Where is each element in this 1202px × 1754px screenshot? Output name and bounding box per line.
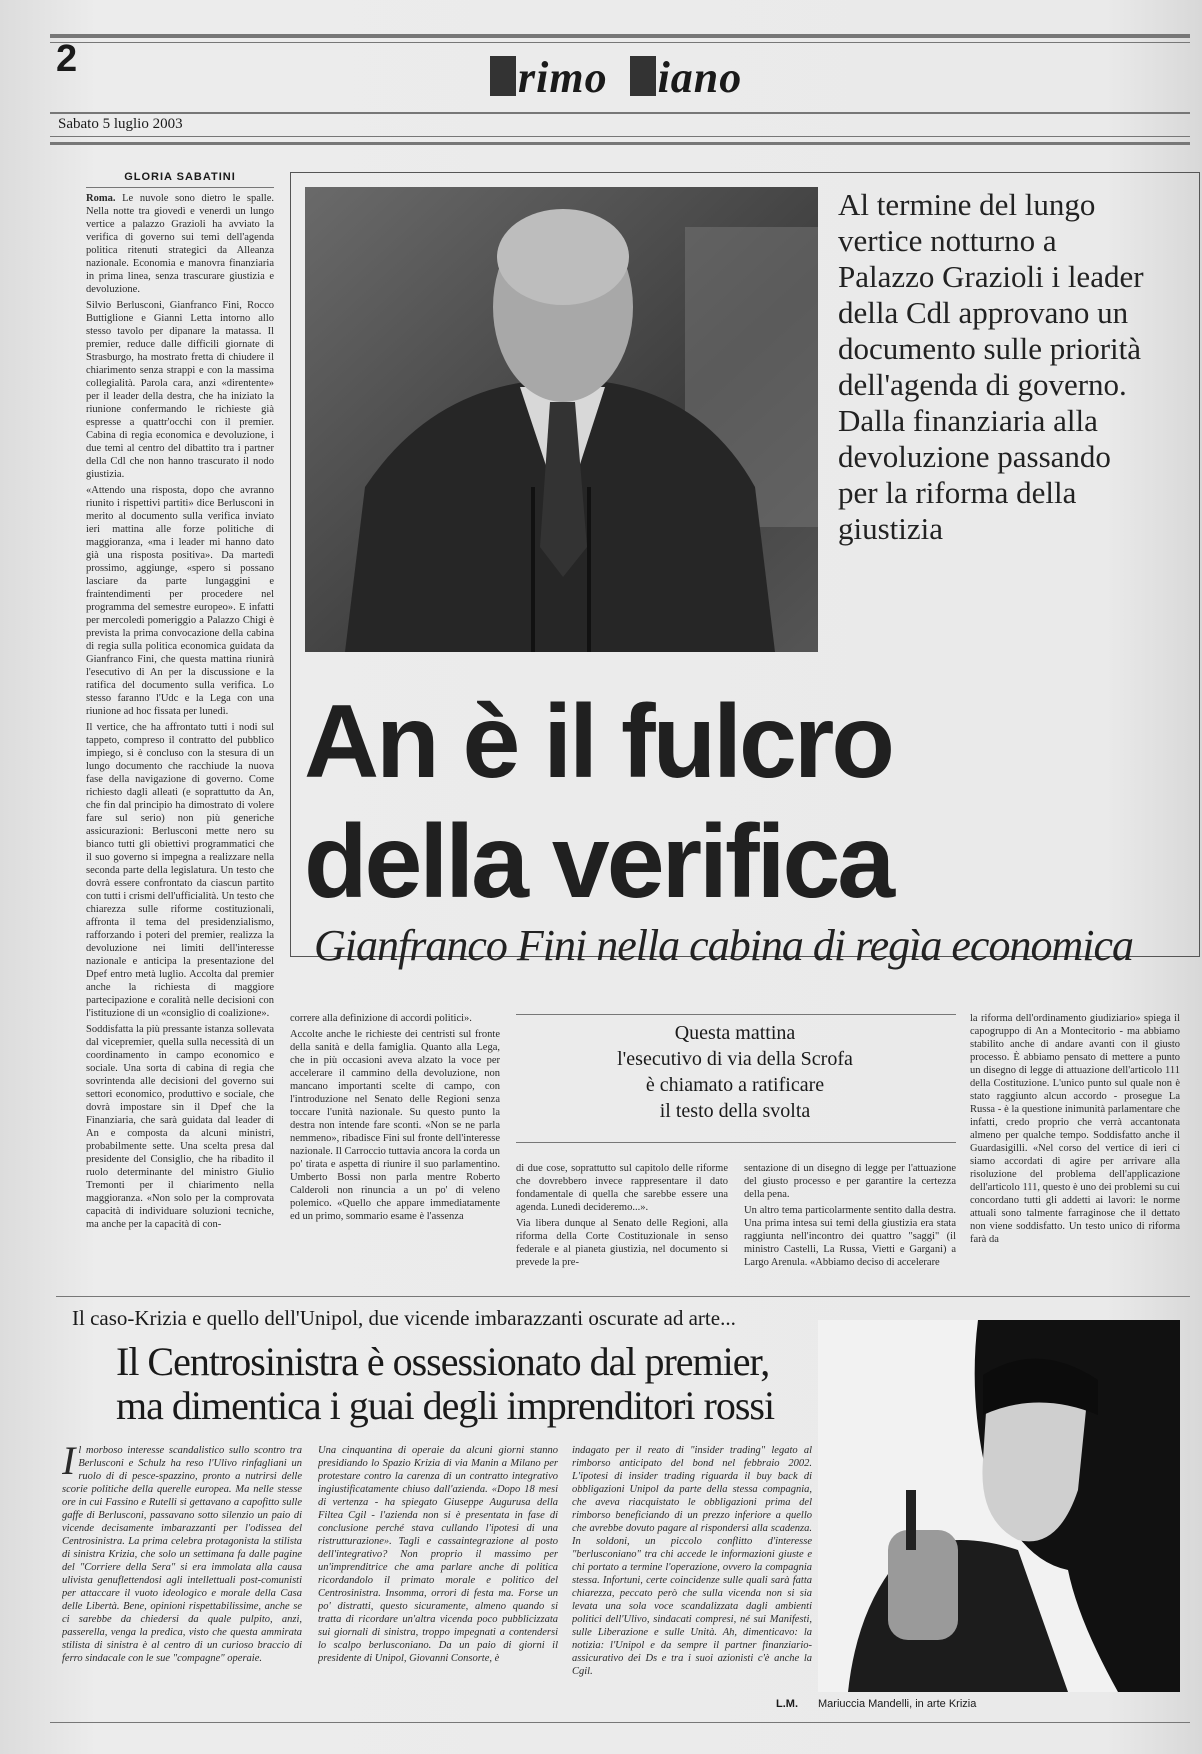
pullquote-line: l'esecutivo di via della Scrofa bbox=[617, 1048, 853, 1070]
masthead-rule-3 bbox=[50, 142, 1190, 145]
pullquote bbox=[520, 1020, 950, 1124]
subheadline: Gianfranco Fini nella cabina di regìa economica bbox=[314, 921, 1133, 970]
byline-rule bbox=[86, 187, 274, 188]
pullquote-rule-bottom bbox=[516, 1142, 956, 1143]
dateline: Roma. bbox=[86, 193, 116, 204]
article2-column-3-text: indagato per il reato di "insider trading" legato al rimborso anticipato del bond nel febbraio 2002. L'ipotesi di insider trading riguarda il buy back di obbligazioni Unipol da parte della stessa compagnia, che aveva riacquistato le obbligazioni prima del rimborso beneficiando di un prezzo inferiore a quello che avrebbe dovuto pagare al rispondersi alla scadenza. In soldoni, un piccolo conflitto d'interesse "berlusconiano" tra chi accede le informazioni giuste e chi portato a termine l'operazione, ovvero la compagnia stessa. Infortuni, certe coincidenze sulle quali sarà fatta chiarezza, peccato però che sulla vicenda non si sia levata una sola voce scandalizzata dagli ambienti politici dell'Ulivo, sindacati compresi, né sui Manifesti, sulle Liberazione e sulle Unità. Ah, dimenticavo: la notizia: l'Unipol e da sempre il partner finanziario-assicurativo dei Ds e tra i suoi azionisti c'è anche la Cgil. bbox=[572, 1445, 812, 1677]
pullquote-line: è chiamato a ratificare bbox=[645, 1074, 825, 1096]
second-headline-line-2: ma dimentica i guai degli imprenditori rossi bbox=[116, 1383, 775, 1428]
bottom-rule bbox=[50, 1722, 1190, 1723]
column-5-paragraph: la riforma dell'ordinamento giudiziario» spiega il capogruppo di An a Montecitorio - ma abbiamo stabilito anche di andare avanti con il giusto processo. È abbiamo pensato di mettere a punto un disegno di legge di attuazione dell'articolo 111 della Costituzione. L'unico punto sul quale non è stato raggiunto alcun accordo - prosegue La Russa - è la questione inimunità parlamentare che infatti, credo proprio che verrà accantonata almeno per qualche tempo. Soddisfatto anche il Guardasigilli. «Nel corso del vertice di ieri ci siamo accordati di agire per arrivare alla risoluzione del problema dell'applicazione dell'articolo 111, questo è uno dei problemi su cui concordano tutti gli addetti ai lavori: le norme attuali sono talmente farraginose che il dettato non viene soddisfatto. Un testo unico di riforma farà da bbox=[970, 1013, 1180, 1245]
column-4-paragraph: Un altro tema particolarmente sentito dalla destra. Una prima intesa sui temi della giustizia era stata raggiunta nell'incontro dei quattro "saggi" (il ministro Castelli, La Russa, Vietti e Gargani) a Largo Arenula. «Abbiamo deciso di accelerare bbox=[744, 1205, 956, 1268]
pullquote-line: Questa mattina bbox=[674, 1022, 796, 1044]
column-1-paragraph: Il vertice, che ha affrontato tutti i nodi sul tappeto, compreso il contratto del pubblico impiego, si è concluso con la stesura di un lungo documento che racchiude la nuova fase della navigazione di governo. Come richiesto dagli alleati (e soprattutto da An, che fin dal principio ha dimostrato di volere fare sul serio) non più generiche assicurazioni: Berlusconi mette nero su bianco tutti gli obiettivi programmatici che il suo governo si impegna a realizzare nella seconda parte della legislatura. Un testo che dovrà essere confrontato da ciascun partito con tutti i crismi dell'ufficialità. Un testo che chiarezza sulle riforme costituzionali, affronta il tema del presidenzialismo, rafforzando i poteri del premier, realizza la devoluzione nei limiti dell'interesse nazionale e anticipa la presentazione del Dpef entro metà luglio. Accolta dal premier anche la richiesta di maggiore partecipazione e coralità nelle decisioni con l'istituzione di un «consiglio di coalizione». bbox=[86, 722, 274, 1019]
author-signature: L.M. bbox=[776, 1698, 798, 1710]
photo-caption: Mariuccia Mandelli, in arte Krizia bbox=[818, 1698, 977, 1710]
article-column-1 bbox=[86, 192, 274, 1282]
speaker-photo-illustration bbox=[305, 187, 818, 652]
article-column-2 bbox=[290, 1012, 500, 1282]
column-4-paragraph: sentazione di un disegno di legge per l'attuazione del giusto processo e per garantire la certezza della pena. bbox=[744, 1163, 956, 1200]
article2-column-2-text: Una cinquantina di operaie da alcuni giorni stanno presidiando lo Spazio Krizia di via Manin a Milano per protestare contro la carenza di un contratto integrativo ingiustificatamente chiuso dall'azienda. «Dopo 18 mesi di vertenza - ha spiegato Giuseppe Augurusa della Filtea Cgil - l'azienda non si è presentata in fase di conclusione perché stava cullando l'ipotesi di una ristrutturazione». Tagli e cassaintegrazione al posto dell'integrativo? Non proprio il massimo per un'imprenditrice che ama parlare anche di politica ricordandolo il primato morale e politico del Centrosinistra. Insomma, orrori di festa ma. Forse un po' distratti, questo sicuramente, almeno quando si tratta di ricordare un'altra vicenda poco pubblicizzata sui giornali di sinistra, troppo impegnati a contendersi lo scalpo berlusconiano. Da un paio di giorni il presidente di Unipol, Giovanni Consorte, è bbox=[318, 1445, 558, 1664]
top-rule-thin bbox=[50, 42, 1190, 43]
column-1-paragraph: Silvio Berlusconi, Gianfranco Fini, Rocco Buttiglione e Gianni Letta intorno allo stesso tavolo per dipanare la matassa. Il premier, reduce dalle difficili giornate di Strasburgo, ha mostrato fretta di chiudere il chiarimento senza strappi e con la massima collegialità. Parola cara, anzi «direntente» per il leader della destra, che ha iniziato la riunione confermando le richieste già espresse a quattr'occhi con il premier. Cabina di regia economica e devoluzione, i due temi al centro del dibattito tra i partner della Cdl che non hanno trascurato il nodo giustizia. bbox=[86, 300, 274, 480]
standfirst: Al termine del lungo vertice notturno a Palazzo Grazioli i leader della Cdl approvano un documento sulle priorità dell'agenda di governo. Dalla finanziaria alla devoluzione passando per la riforma della giustizia bbox=[838, 187, 1144, 546]
main-headline-line-1: An è il fulcro bbox=[304, 684, 892, 800]
lead-photo bbox=[305, 187, 818, 652]
article-column-4 bbox=[744, 1162, 956, 1284]
column-2-paragraph: Accolte anche le richieste dei centristi sul fronte della sanità e della famiglia. Quanto alla Lega, che in più occasioni aveva alzato la voce per accelerare il cammino della devoluzione, non mancano importanti scelte di campo, con l'introduzione nel Senato delle Regioni senza toccare l'unità nazionale. Su questo punto la destra non intende fare sconti. «Non se ne parla nemmeno», ribadisce Fini sul fronte dell'interesse nazionale. Il Carroccio tuttavia ancora la corda un po' tirata e aspetta di riunire il suo parlamentino. Umberto Bossi non parla mentre Roberto Calderoli non rinuncia a un po' di veleno polemico. «Quello che appare immediatamente ed un primo, sommario esame è l'assenza bbox=[290, 1029, 500, 1222]
dropcap: I bbox=[62, 1444, 76, 1483]
section-divider bbox=[56, 1296, 1190, 1297]
byline: GLORIA SABATINI bbox=[124, 171, 236, 183]
pullquote-rule-top bbox=[516, 1014, 956, 1015]
krizia-photo-illustration bbox=[818, 1320, 1180, 1692]
kicker: Il caso-Krizia e quello dell'Unipol, due vicende imbarazzanti oscurate ad arte... bbox=[72, 1306, 736, 1330]
section-title-word-2: iano bbox=[657, 53, 743, 102]
section-letter-block-1 bbox=[490, 56, 516, 96]
article2-column-1-text: l morboso interesse scandalistico sullo scontro tra Berlusconi e Schulz ha reso l'Ulivo rinfagliani un ruolo di di pesce-spazzino, pronto a nutrirsi delle scorie politiche della querelle europea. Ma nelle stesse ore in cui Fassino e Rutelli si gettavano a capofitto sulle gaffe di Berlusconi, passavano sotto silenzio un paio di vicende decisamente imbarazzanti per l'odissea del Centrosinistra. La prima celebra protagonista la stilista di sinistra Krizia, che solo un settimana fa dalle pagine del "Corriere della Sera" si era immolata alla causa ulivista genuflettendosi agli intellettuali post-comunisti per attaccare il vuoto ideologico e morale della Casa delle Libertà. Bene, opinioni rispettabilissime, anche se ci sarebbe da chiedersi da quale pulpito, anzi, passerella, venga la predica, visto che questa ammirata stilista di sinistra è al centro di un curioso braccio di ferro sindacale con le sue "compagne" operaie. bbox=[62, 1445, 302, 1664]
main-headline bbox=[304, 682, 892, 922]
page-number: 2 bbox=[56, 38, 78, 80]
main-headline-line-2: della verifica bbox=[304, 804, 893, 920]
column-3-paragraph: Via libera dunque al Senato delle Regioni, alla riforma della Corte Costituzionale in senso federale e al pianeta giustizia, nel documento si prevede la pre- bbox=[516, 1218, 728, 1268]
section-title-word-1: rimo bbox=[518, 53, 608, 102]
column-1-paragraph: «Attendo una risposta, dopo che avranno riunito i rispettivi partiti» dice Berlusconi in merito al documento sulla verifica inviato ieri mattina alle forze politiche di maggioranza, «ma i leader mi hanno dato già una risposta positiva». Da martedì prossimo, aggiunge, «spero si possano lasciare da parte lungaggini e fraintendimenti per procedere nel programma del semestre europeo». E infatti per mercoledì pomeriggio a Palazzo Chigi è prevista la prima convocazione della cabina di regia sulla politica economica guidata da Gianfranco Fini, che questa mattina riunirà l'esecutivo di An per la discussione e la ratifica del documento sulla verifica. Lo stesso faranno l'Udc e la Lega con una riunione ad hoc fissata per lunedì. bbox=[86, 485, 274, 717]
pullquote-line: il testo della svolta bbox=[659, 1100, 811, 1122]
column-1-paragraph: Le nuvole sono dietro le spalle. Nella notte tra giovedì e venerdì un lungo vertice a palazzo Grazioli ha avviato la verifica di governo sui temi dell'agenda politica ritenuti strategici da Alleanza nazionale. Economia e manovra finanziaria in prima linea, senza trascurare giustizia e devoluzione. bbox=[86, 193, 274, 295]
section-letter-block-2 bbox=[630, 56, 656, 96]
masthead-rule bbox=[50, 112, 1190, 114]
second-headline bbox=[116, 1340, 774, 1428]
column-2-paragraph: correre alla definizione di accordi politici». bbox=[290, 1013, 472, 1024]
column-3-paragraph: di due cose, soprattutto sul capitolo delle riforme che dovrebbero invece rappresentare il dato fondamentale di quella che sarebbe essere una agenda. Lunedì decideremo...». bbox=[516, 1163, 728, 1213]
article2-column-2 bbox=[318, 1444, 558, 1696]
masthead-rule-2 bbox=[50, 136, 1190, 137]
issue-date: Sabato 5 luglio 2003 bbox=[58, 116, 183, 132]
column-1-paragraph: Soddisfatta la più pressante istanza sollevata dal vicepremier, quella sulla necessità di un coordinamento in campo economico e sociale. Una sorta di cabina di regia che sovrintenda alle decisioni del governo sui settori economico, produttivo e sociale, che dovrà impostare sin il Dpef che la Finanziaria, che sarà guidata dal leader di An e composta da alcuni ministri, probabilmente sette. Una scelta presa dal presidente del Consiglio, che ha ribadito il ruolo determinante del ministro Giulio Tremonti per il chiarimento nella maggioranza. «Non solo per la comprovata capacità di individuare soluzioni tecniche, ma anche per la capacità di con- bbox=[86, 1024, 274, 1230]
article-column-5 bbox=[970, 1012, 1180, 1284]
krizia-photo bbox=[818, 1320, 1180, 1692]
top-rule bbox=[50, 34, 1190, 38]
section-title bbox=[490, 52, 742, 103]
article2-column-3 bbox=[572, 1444, 812, 1696]
article-column-3 bbox=[516, 1162, 728, 1284]
article2-column-1 bbox=[62, 1444, 302, 1696]
second-headline-line-1: Il Centrosinistra è ossessionato dal premier, bbox=[116, 1339, 770, 1384]
